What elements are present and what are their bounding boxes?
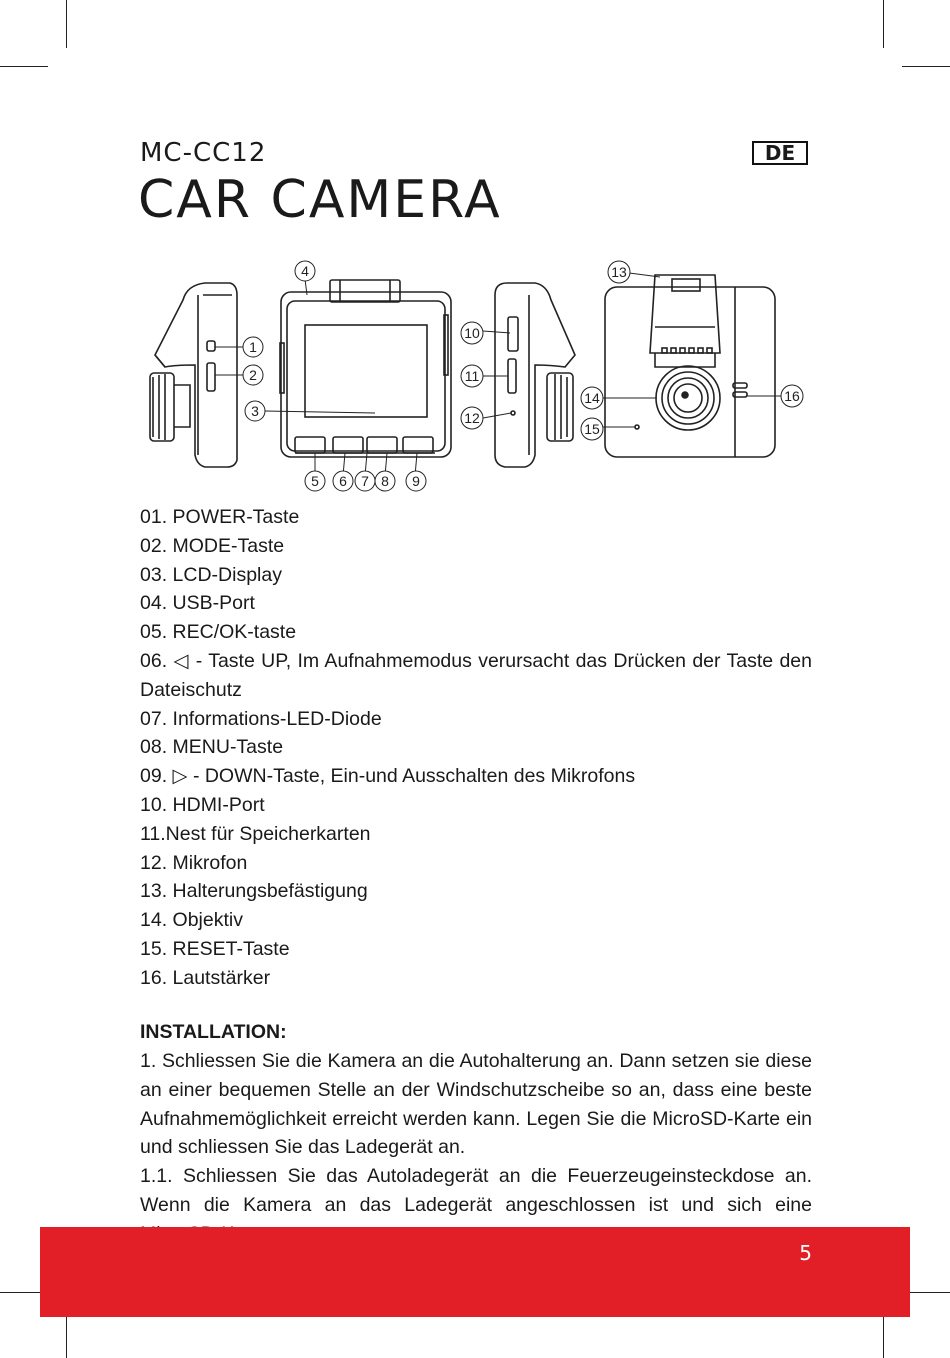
svg-text:5: 5 bbox=[311, 473, 319, 489]
legend-item: 05. REC/OK-taste bbox=[140, 621, 297, 644]
callout-5 bbox=[305, 471, 325, 491]
crop-mark bbox=[883, 0, 884, 48]
legend-item: 04. USB-Port bbox=[140, 592, 255, 615]
page-footer bbox=[40, 1227, 910, 1317]
side-view-right bbox=[495, 283, 575, 467]
language-badge: DE bbox=[752, 141, 808, 165]
product-diagram bbox=[135, 255, 815, 500]
legend-item: 02. MODE-Taste bbox=[140, 534, 285, 557]
svg-text:8: 8 bbox=[381, 473, 389, 489]
legend-item: 11.Nest für Speicherkarten bbox=[140, 822, 371, 845]
callout-2 bbox=[243, 365, 263, 385]
callout-9 bbox=[406, 471, 426, 491]
crop-mark bbox=[66, 0, 67, 48]
legend-item: 10. HDMI-Port bbox=[140, 793, 265, 816]
installation-heading: INSTALLATION: bbox=[140, 1021, 287, 1043]
svg-text:14: 14 bbox=[584, 390, 600, 406]
svg-text:9: 9 bbox=[412, 473, 420, 489]
callout-3 bbox=[245, 401, 265, 421]
callout-8 bbox=[375, 471, 395, 491]
model-number: MC-CC12 bbox=[140, 138, 267, 168]
callout-10 bbox=[461, 322, 483, 344]
legend-item: 14. Objektiv bbox=[140, 909, 243, 932]
svg-text:13: 13 bbox=[611, 264, 627, 280]
callout-14 bbox=[581, 387, 603, 409]
legend-item: 01. POWER-Taste bbox=[140, 506, 300, 528]
callout-13 bbox=[608, 261, 630, 283]
svg-text:10: 10 bbox=[464, 325, 480, 341]
page-number: 5 bbox=[799, 1241, 812, 1265]
legend-item: 08. MENU-Taste bbox=[140, 736, 284, 759]
installation-section bbox=[140, 1018, 812, 1249]
legend-item: 12. Mikrofon bbox=[140, 851, 248, 874]
svg-text:4: 4 bbox=[301, 263, 309, 279]
callout-7 bbox=[355, 471, 375, 491]
callout-12 bbox=[461, 407, 483, 429]
callout-16 bbox=[781, 385, 803, 407]
page-title: CAR CAMERA bbox=[138, 170, 502, 230]
callout-4 bbox=[295, 261, 315, 281]
legend-item: 03. LCD-Display bbox=[140, 563, 282, 586]
parts-legend bbox=[140, 503, 812, 993]
svg-text:7: 7 bbox=[361, 473, 369, 489]
crop-mark bbox=[902, 66, 950, 67]
callout-11 bbox=[461, 365, 483, 387]
callout-6 bbox=[333, 471, 353, 491]
installation-paragraph: 1. Schliessen Sie die Kamera an die Autohalterung an. Dann setzen sie diese an einer bequemen Stelle an der Windschutzscheibe so an, dass eine beste Aufnahmemöglichkeit erreicht werden kann. Legen Sie die MicroSD-Karte ein und schliessen Sie das Ladegerät an. bbox=[140, 1050, 812, 1159]
back-view bbox=[605, 275, 775, 457]
svg-text:11: 11 bbox=[464, 368, 480, 384]
svg-text:16: 16 bbox=[784, 388, 800, 404]
legend-item: 06. ◁ - Taste UP, Im Aufnahmemodus verursacht das Drücken der Taste den Dateischutz bbox=[140, 649, 812, 701]
svg-text:1: 1 bbox=[249, 339, 257, 355]
crop-mark bbox=[883, 1310, 884, 1358]
front-view bbox=[280, 280, 451, 457]
legend-item: 09. ▷ - DOWN-Taste, Ein-und Ausschalten des Mikrofons bbox=[140, 765, 636, 788]
svg-text:12: 12 bbox=[464, 410, 480, 426]
legend-item: 07. Informations-LED-Diode bbox=[140, 707, 382, 730]
callout-1 bbox=[243, 337, 263, 357]
leader-lines bbox=[215, 273, 781, 476]
legend-item: 16. Lautstärker bbox=[140, 966, 271, 989]
legend-item: 15. RESET-Taste bbox=[140, 937, 290, 960]
callout-15 bbox=[581, 418, 603, 440]
svg-text:3: 3 bbox=[251, 403, 259, 419]
svg-text:15: 15 bbox=[584, 421, 600, 437]
svg-text:2: 2 bbox=[249, 367, 257, 383]
installation-paragraph: 1.1. Schliessen Sie das Autoladegerät an die Feuerzeugeinsteckdose an. Wenn die Kamera an das Ladegerät angeschlossen ist und sich eine bbox=[140, 1165, 812, 1216]
crop-mark bbox=[66, 1310, 67, 1358]
legend-item: 13. Halterungsbefästigung bbox=[140, 880, 368, 903]
crop-mark bbox=[0, 66, 48, 67]
svg-text:6: 6 bbox=[339, 473, 347, 489]
